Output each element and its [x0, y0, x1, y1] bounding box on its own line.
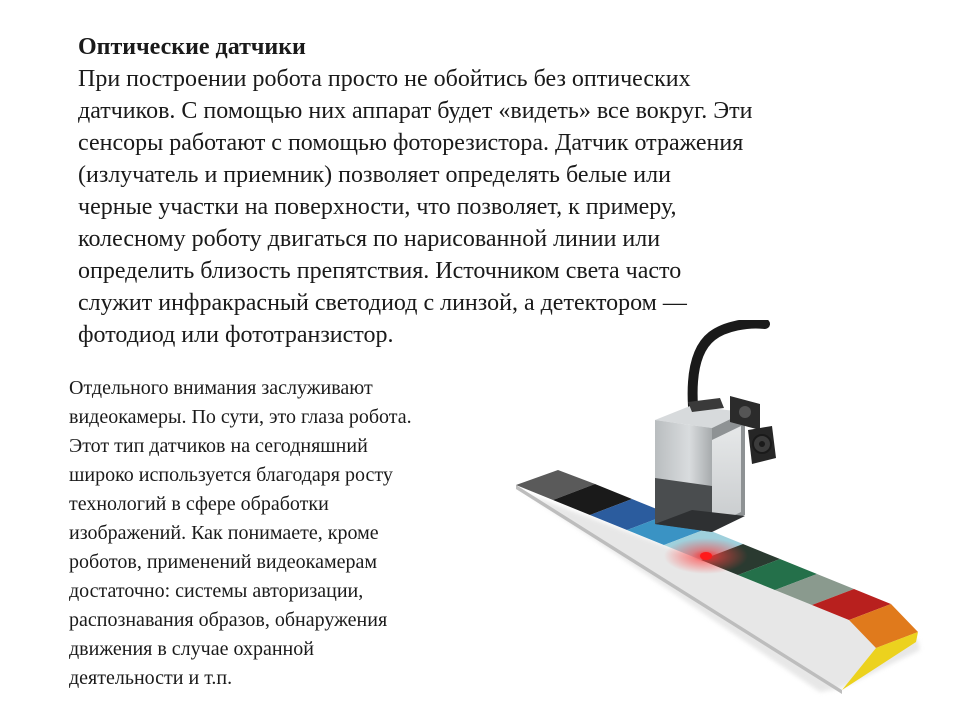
camera-paragraph	[69, 374, 519, 693]
intro-line: датчиков. С помощью них аппарат будет «видеть» все вокруг. Эти	[78, 98, 753, 124]
intro-paragraph	[78, 63, 878, 351]
camera-line: распознавания образов, обнаружения	[69, 609, 388, 631]
camera-line: Этот тип датчиков на сегодняшний	[69, 435, 368, 457]
intro-line: сенсоры работают с помощью фоторезистора. Датчик отражения	[78, 130, 744, 156]
camera-line: широко используется благодаря росту	[69, 464, 393, 486]
camera-line: технологий в сфере обработки	[69, 493, 329, 515]
intro-line: колесному роботу двигаться по нарисованной линии или	[78, 226, 661, 252]
color-sensor-illustration	[505, 320, 925, 700]
camera-line: деятельности и т.п.	[69, 667, 233, 689]
sensor-body	[655, 396, 776, 532]
intro-line: (излучатель и приемник) позволяет определять белые или	[78, 162, 671, 188]
intro-line: определить близость препятствия. Источником света часто	[78, 258, 682, 284]
camera-line: изображений. Как понимаете, кроме	[69, 522, 379, 544]
section-title: Оптические датчики	[78, 34, 306, 60]
camera-line: движения в случае охранной	[69, 638, 314, 660]
intro-line: черные участки на поверхности, что позволяет, к примеру,	[78, 194, 677, 220]
light-dot	[700, 552, 712, 560]
camera-line: Отдельного внимания заслуживают	[69, 377, 373, 399]
intro-line: служит инфракрасный светодиод с линзой, а детектором —	[78, 290, 687, 316]
camera-line: роботов, применений видеокамерам	[69, 551, 378, 573]
camera-line: достаточно: системы авторизации,	[69, 580, 364, 602]
intro-line: При построении робота просто не обойтись без оптических	[78, 66, 691, 92]
intro-line: фотодиод или фототранзистор.	[78, 322, 394, 348]
camera-line: видеокамеры. По сути, это глаза робота.	[69, 406, 412, 428]
